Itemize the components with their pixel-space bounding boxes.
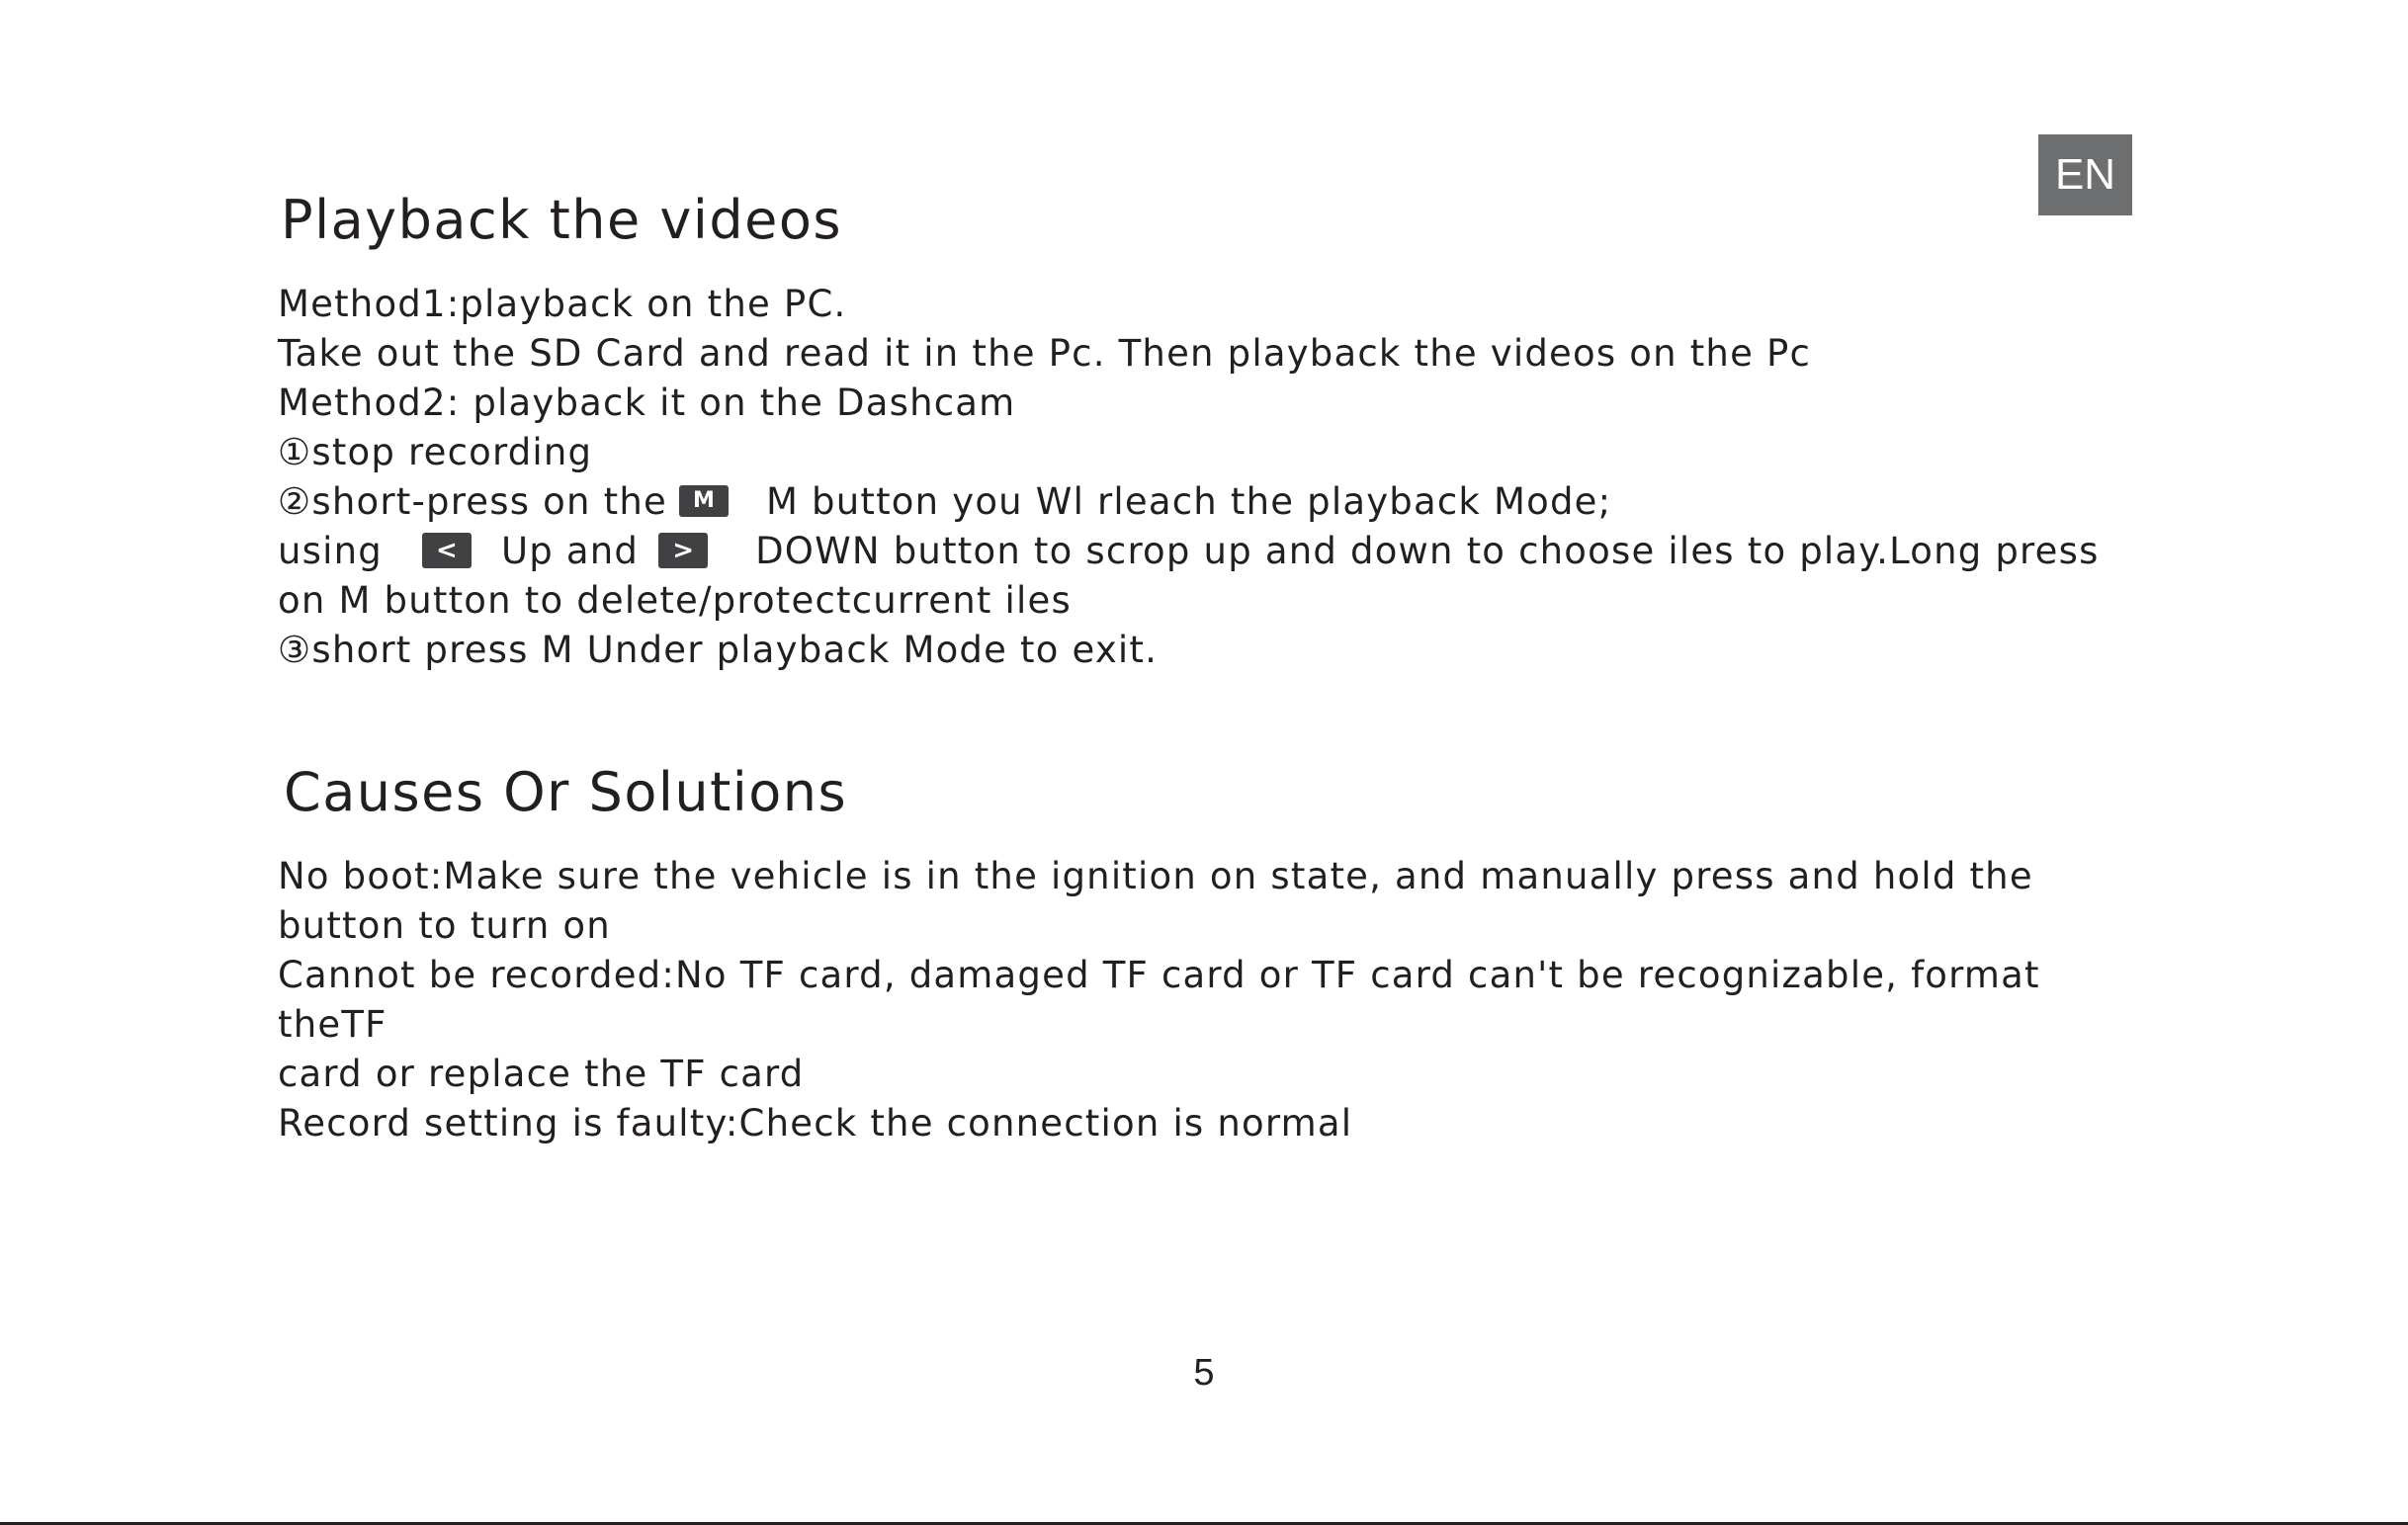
solutions-heading: Causes Or Solutions: [284, 761, 848, 823]
step1-line: ①stop recording: [278, 431, 593, 473]
up-and-text: Up and: [500, 530, 640, 572]
playback-instructions: [278, 280, 2156, 675]
solution-line: Cannot be recorded:No TF card, damaged TF card or TF card can't be recognizable, format: [278, 954, 2040, 996]
language-badge: EN: [2038, 134, 2132, 215]
using-line: [278, 527, 2156, 576]
step3-line: ③short press M Under playback Mode to exit.: [278, 629, 1159, 671]
solution-line: No boot:Make sure the vehicle is in the ignition on state, and manually press and hold the: [278, 855, 2033, 897]
using-prefix: using: [278, 530, 383, 572]
solutions-list: [278, 852, 2156, 1148]
solution-line: Record setting is faulty:Check the connection is normal: [278, 1102, 1353, 1144]
solution-line: card or replace the TF card: [278, 1053, 805, 1095]
playback-heading: Playback the videos: [281, 189, 843, 251]
method1-detail-line: Take out the SD Card and read it in the Pc. Then playback the videos on the Pc: [278, 332, 1812, 375]
solution-line: theTF: [278, 1003, 387, 1046]
step2-prefix: ②short-press on the: [278, 480, 667, 523]
using-suffix: DOWN button to scrop up and down to choose iles to play.Long press: [755, 530, 2100, 572]
step2-suffix: M button you Wl rleach the playback Mode;: [765, 480, 1612, 523]
right-arrow-key-icon: >: [658, 533, 708, 568]
using-continuation-line: on M button to delete/protectcurrent iles: [278, 579, 1072, 622]
method1-line: Method1:playback on the PC.: [278, 283, 847, 325]
solution-line: button to turn on: [278, 904, 611, 947]
page-number: 5: [1193, 1352, 1215, 1394]
m-key-icon: M: [679, 485, 729, 517]
method2-line: Method2: playback it on the Dashcam: [278, 381, 1016, 424]
left-arrow-key-icon: <: [422, 533, 472, 568]
step2-line: [278, 477, 2156, 527]
